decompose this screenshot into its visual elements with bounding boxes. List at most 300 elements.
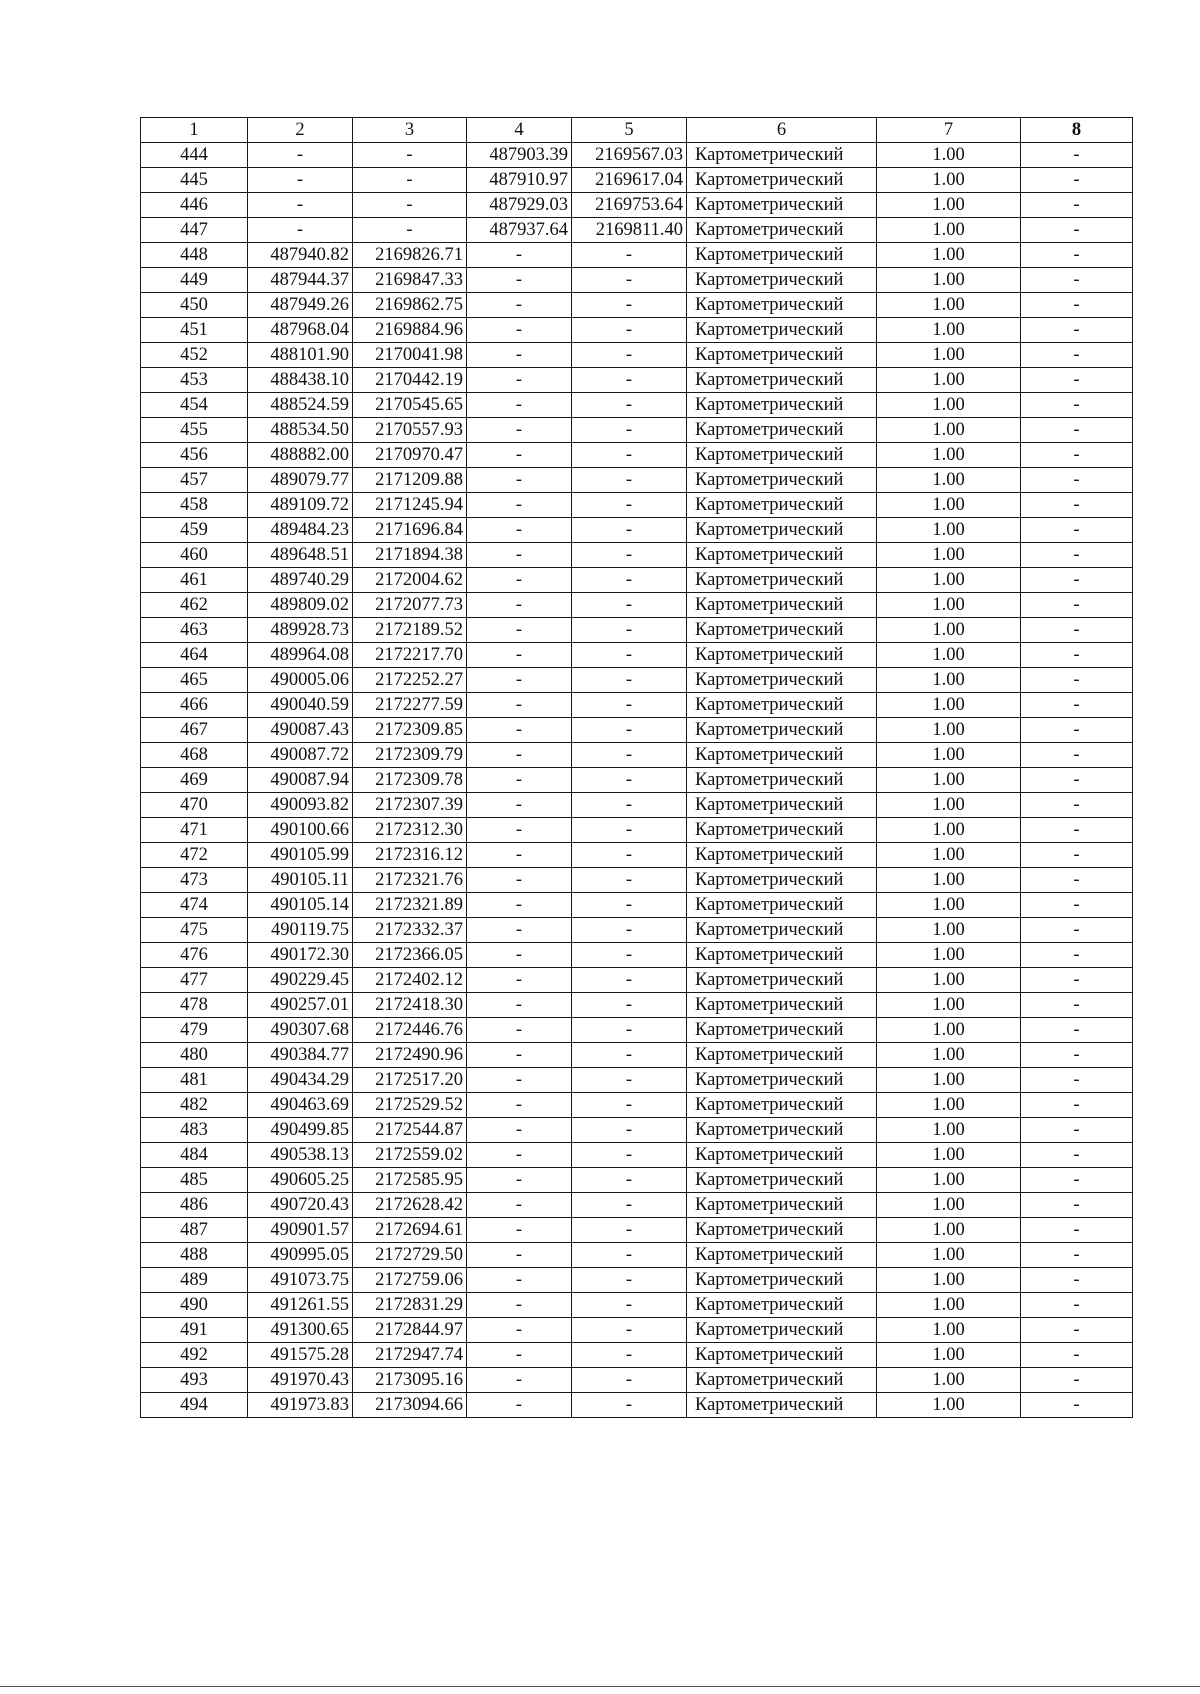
cell-x-coordinate-alt: - xyxy=(467,1393,572,1418)
cell-note: - xyxy=(1021,1393,1133,1418)
cell-note: - xyxy=(1021,268,1133,293)
cell-y-coordinate-alt: - xyxy=(572,293,687,318)
cell-x-coordinate: 491575.28 xyxy=(248,1343,353,1368)
cell-point-number: 484 xyxy=(141,1143,248,1168)
cell-y-coordinate: - xyxy=(353,193,467,218)
cell-point-number: 491 xyxy=(141,1318,248,1343)
cell-point-number: 449 xyxy=(141,268,248,293)
cell-y-coordinate: 2172307.39 xyxy=(353,793,467,818)
cell-method: Картометрический xyxy=(687,168,877,193)
cell-x-coordinate: 490172.30 xyxy=(248,943,353,968)
cell-y-coordinate-alt: - xyxy=(572,943,687,968)
cell-note: - xyxy=(1021,318,1133,343)
cell-method: Картометрический xyxy=(687,418,877,443)
cell-method: Картометрический xyxy=(687,718,877,743)
cell-accuracy: 1.00 xyxy=(877,643,1021,668)
cell-method: Картометрический xyxy=(687,268,877,293)
cell-y-coordinate: 2169847.33 xyxy=(353,268,467,293)
cell-y-coordinate: 2172321.89 xyxy=(353,893,467,918)
cell-x-coordinate: - xyxy=(248,218,353,243)
cell-point-number: 480 xyxy=(141,1043,248,1068)
cell-accuracy: 1.00 xyxy=(877,593,1021,618)
cell-point-number: 454 xyxy=(141,393,248,418)
cell-y-coordinate-alt: 2169811.40 xyxy=(572,218,687,243)
cell-y-coordinate: 2172729.50 xyxy=(353,1243,467,1268)
cell-y-coordinate: 2169862.75 xyxy=(353,293,467,318)
table-row xyxy=(141,293,1133,318)
cell-x-coordinate-alt: - xyxy=(467,718,572,743)
cell-note: - xyxy=(1021,743,1133,768)
cell-accuracy: 1.00 xyxy=(877,1018,1021,1043)
cell-note: - xyxy=(1021,593,1133,618)
cell-x-coordinate: 490384.77 xyxy=(248,1043,353,1068)
cell-method: Картометрический xyxy=(687,793,877,818)
table-row xyxy=(141,1218,1133,1243)
cell-x-coordinate-alt: - xyxy=(467,1193,572,1218)
table-row xyxy=(141,843,1133,868)
cell-note: - xyxy=(1021,393,1133,418)
cell-note: - xyxy=(1021,993,1133,1018)
cell-x-coordinate: 490087.72 xyxy=(248,743,353,768)
cell-accuracy: 1.00 xyxy=(877,393,1021,418)
cell-y-coordinate: 2172316.12 xyxy=(353,843,467,868)
cell-y-coordinate: 2171894.38 xyxy=(353,543,467,568)
cell-y-coordinate-alt: - xyxy=(572,668,687,693)
cell-x-coordinate-alt: 487929.03 xyxy=(467,193,572,218)
cell-note: - xyxy=(1021,1093,1133,1118)
cell-note: - xyxy=(1021,293,1133,318)
cell-method: Картометрический xyxy=(687,1293,877,1318)
cell-point-number: 456 xyxy=(141,443,248,468)
col-header-1: 1 xyxy=(141,118,248,143)
cell-y-coordinate: 2169884.96 xyxy=(353,318,467,343)
cell-x-coordinate-alt: - xyxy=(467,468,572,493)
cell-x-coordinate: 491300.65 xyxy=(248,1318,353,1343)
cell-x-coordinate: 488438.10 xyxy=(248,368,353,393)
table-row xyxy=(141,743,1133,768)
cell-y-coordinate-alt: - xyxy=(572,793,687,818)
cell-accuracy: 1.00 xyxy=(877,843,1021,868)
cell-accuracy: 1.00 xyxy=(877,418,1021,443)
cell-y-coordinate: 2172559.02 xyxy=(353,1143,467,1168)
cell-note: - xyxy=(1021,468,1133,493)
table-row xyxy=(141,518,1133,543)
cell-method: Картометрический xyxy=(687,443,877,468)
table-row xyxy=(141,718,1133,743)
cell-y-coordinate-alt: - xyxy=(572,993,687,1018)
cell-y-coordinate: 2172402.12 xyxy=(353,968,467,993)
cell-x-coordinate-alt: - xyxy=(467,1243,572,1268)
cell-x-coordinate: 490093.82 xyxy=(248,793,353,818)
table-row xyxy=(141,943,1133,968)
cell-point-number: 493 xyxy=(141,1368,248,1393)
cell-point-number: 475 xyxy=(141,918,248,943)
cell-x-coordinate: 490257.01 xyxy=(248,993,353,1018)
cell-y-coordinate: 2172189.52 xyxy=(353,618,467,643)
cell-y-coordinate-alt: - xyxy=(572,393,687,418)
cell-method: Картометрический xyxy=(687,1068,877,1093)
cell-x-coordinate-alt: - xyxy=(467,893,572,918)
cell-x-coordinate-alt: - xyxy=(467,1068,572,1093)
table-row xyxy=(141,1293,1133,1318)
cell-point-number: 488 xyxy=(141,1243,248,1268)
cell-x-coordinate: 489109.72 xyxy=(248,493,353,518)
cell-y-coordinate: 2172077.73 xyxy=(353,593,467,618)
cell-y-coordinate-alt: - xyxy=(572,893,687,918)
cell-note: - xyxy=(1021,168,1133,193)
cell-y-coordinate-alt: - xyxy=(572,718,687,743)
cell-method: Картометрический xyxy=(687,818,877,843)
cell-accuracy: 1.00 xyxy=(877,918,1021,943)
cell-note: - xyxy=(1021,568,1133,593)
cell-y-coordinate-alt: - xyxy=(572,1343,687,1368)
cell-x-coordinate: 490100.66 xyxy=(248,818,353,843)
table-row xyxy=(141,1343,1133,1368)
cell-method: Картометрический xyxy=(687,143,877,168)
table-row xyxy=(141,1018,1133,1043)
cell-method: Картометрический xyxy=(687,968,877,993)
cell-x-coordinate: 488524.59 xyxy=(248,393,353,418)
table-row xyxy=(141,618,1133,643)
cell-x-coordinate-alt: - xyxy=(467,268,572,293)
cell-y-coordinate: 2172418.30 xyxy=(353,993,467,1018)
cell-y-coordinate: 2172277.59 xyxy=(353,693,467,718)
table-row xyxy=(141,768,1133,793)
cell-x-coordinate: 490229.45 xyxy=(248,968,353,993)
cell-point-number: 450 xyxy=(141,293,248,318)
cell-x-coordinate-alt: - xyxy=(467,943,572,968)
cell-x-coordinate-alt: 487937.64 xyxy=(467,218,572,243)
table-row xyxy=(141,968,1133,993)
cell-point-number: 494 xyxy=(141,1393,248,1418)
cell-x-coordinate-alt: 487903.39 xyxy=(467,143,572,168)
cell-x-coordinate-alt: - xyxy=(467,368,572,393)
cell-x-coordinate: - xyxy=(248,168,353,193)
cell-accuracy: 1.00 xyxy=(877,143,1021,168)
cell-y-coordinate-alt: - xyxy=(572,443,687,468)
cell-y-coordinate-alt: - xyxy=(572,1093,687,1118)
cell-y-coordinate-alt: - xyxy=(572,493,687,518)
cell-point-number: 461 xyxy=(141,568,248,593)
cell-x-coordinate-alt: - xyxy=(467,618,572,643)
cell-point-number: 485 xyxy=(141,1168,248,1193)
cell-accuracy: 1.00 xyxy=(877,368,1021,393)
cell-x-coordinate: 487968.04 xyxy=(248,318,353,343)
cell-note: - xyxy=(1021,1143,1133,1168)
table-row xyxy=(141,693,1133,718)
cell-x-coordinate: 490040.59 xyxy=(248,693,353,718)
cell-point-number: 470 xyxy=(141,793,248,818)
cell-method: Картометрический xyxy=(687,918,877,943)
cell-x-coordinate-alt: - xyxy=(467,543,572,568)
cell-note: - xyxy=(1021,218,1133,243)
cell-x-coordinate-alt: - xyxy=(467,243,572,268)
cell-y-coordinate: 2170557.93 xyxy=(353,418,467,443)
cell-y-coordinate-alt: - xyxy=(572,1318,687,1343)
cell-point-number: 460 xyxy=(141,543,248,568)
cell-accuracy: 1.00 xyxy=(877,568,1021,593)
cell-y-coordinate: 2171696.84 xyxy=(353,518,467,543)
cell-method: Картометрический xyxy=(687,243,877,268)
cell-point-number: 487 xyxy=(141,1218,248,1243)
col-header-7: 7 xyxy=(877,118,1021,143)
cell-point-number: 466 xyxy=(141,693,248,718)
cell-y-coordinate: 2172947.74 xyxy=(353,1343,467,1368)
cell-y-coordinate: 2171245.94 xyxy=(353,493,467,518)
cell-note: - xyxy=(1021,768,1133,793)
cell-y-coordinate: 2172529.52 xyxy=(353,1093,467,1118)
cell-x-coordinate: 490119.75 xyxy=(248,918,353,943)
cell-x-coordinate-alt: - xyxy=(467,918,572,943)
table-row xyxy=(141,643,1133,668)
cell-x-coordinate: 490105.99 xyxy=(248,843,353,868)
cell-y-coordinate-alt: - xyxy=(572,1293,687,1318)
cell-accuracy: 1.00 xyxy=(877,293,1021,318)
table-row xyxy=(141,543,1133,568)
cell-y-coordinate-alt: - xyxy=(572,843,687,868)
cell-x-coordinate: 490087.94 xyxy=(248,768,353,793)
cell-point-number: 471 xyxy=(141,818,248,843)
cell-x-coordinate-alt: - xyxy=(467,668,572,693)
cell-point-number: 486 xyxy=(141,1193,248,1218)
cell-accuracy: 1.00 xyxy=(877,1118,1021,1143)
cell-x-coordinate-alt: - xyxy=(467,593,572,618)
cell-x-coordinate-alt: - xyxy=(467,1318,572,1343)
cell-accuracy: 1.00 xyxy=(877,618,1021,643)
cell-accuracy: 1.00 xyxy=(877,243,1021,268)
cell-method: Картометрический xyxy=(687,1218,877,1243)
cell-y-coordinate: 2172321.76 xyxy=(353,868,467,893)
cell-y-coordinate-alt: 2169617.04 xyxy=(572,168,687,193)
cell-point-number: 458 xyxy=(141,493,248,518)
cell-method: Картометрический xyxy=(687,1268,877,1293)
cell-accuracy: 1.00 xyxy=(877,1168,1021,1193)
cell-x-coordinate-alt: - xyxy=(467,568,572,593)
cell-point-number: 489 xyxy=(141,1268,248,1293)
cell-accuracy: 1.00 xyxy=(877,218,1021,243)
cell-method: Картометрический xyxy=(687,493,877,518)
cell-method: Картометрический xyxy=(687,518,877,543)
cell-note: - xyxy=(1021,793,1133,818)
cell-y-coordinate-alt: - xyxy=(572,968,687,993)
cell-y-coordinate-alt: - xyxy=(572,1393,687,1418)
cell-accuracy: 1.00 xyxy=(877,168,1021,193)
cell-y-coordinate: 2172366.05 xyxy=(353,943,467,968)
table-row xyxy=(141,443,1133,468)
cell-method: Картометрический xyxy=(687,643,877,668)
cell-point-number: 477 xyxy=(141,968,248,993)
table-row xyxy=(141,218,1133,243)
table-row xyxy=(141,343,1133,368)
cell-y-coordinate: 2172312.30 xyxy=(353,818,467,843)
cell-y-coordinate-alt: - xyxy=(572,568,687,593)
cell-y-coordinate: 2170041.98 xyxy=(353,343,467,368)
cell-accuracy: 1.00 xyxy=(877,943,1021,968)
table-row xyxy=(141,393,1133,418)
cell-x-coordinate: 489928.73 xyxy=(248,618,353,643)
cell-point-number: 463 xyxy=(141,618,248,643)
cell-x-coordinate: 490434.29 xyxy=(248,1068,353,1093)
cell-point-number: 465 xyxy=(141,668,248,693)
cell-x-coordinate-alt: - xyxy=(467,418,572,443)
cell-y-coordinate-alt: - xyxy=(572,618,687,643)
cell-y-coordinate-alt: - xyxy=(572,1043,687,1068)
cell-y-coordinate: 2172490.96 xyxy=(353,1043,467,1068)
cell-y-coordinate: 2170970.47 xyxy=(353,443,467,468)
cell-x-coordinate: 490105.14 xyxy=(248,893,353,918)
cell-accuracy: 1.00 xyxy=(877,443,1021,468)
cell-x-coordinate: 489484.23 xyxy=(248,518,353,543)
cell-accuracy: 1.00 xyxy=(877,268,1021,293)
cell-x-coordinate: 489648.51 xyxy=(248,543,353,568)
cell-y-coordinate: 2172309.79 xyxy=(353,743,467,768)
cell-accuracy: 1.00 xyxy=(877,468,1021,493)
table-row xyxy=(141,868,1133,893)
cell-y-coordinate-alt: - xyxy=(572,768,687,793)
cell-x-coordinate: 489740.29 xyxy=(248,568,353,593)
cell-method: Картометрический xyxy=(687,768,877,793)
cell-y-coordinate: 2172844.97 xyxy=(353,1318,467,1343)
cell-accuracy: 1.00 xyxy=(877,1393,1021,1418)
cell-x-coordinate-alt: - xyxy=(467,1043,572,1068)
cell-x-coordinate-alt: - xyxy=(467,643,572,668)
cell-y-coordinate: 2172759.06 xyxy=(353,1268,467,1293)
cell-point-number: 479 xyxy=(141,1018,248,1043)
cell-x-coordinate-alt: - xyxy=(467,1343,572,1368)
cell-note: - xyxy=(1021,618,1133,643)
cell-method: Картометрический xyxy=(687,1368,877,1393)
cell-accuracy: 1.00 xyxy=(877,543,1021,568)
cell-accuracy: 1.00 xyxy=(877,1093,1021,1118)
cell-accuracy: 1.00 xyxy=(877,718,1021,743)
col-header-8: 8 xyxy=(1021,118,1133,143)
cell-note: - xyxy=(1021,668,1133,693)
cell-note: - xyxy=(1021,1368,1133,1393)
cell-y-coordinate-alt: - xyxy=(572,1143,687,1168)
cell-accuracy: 1.00 xyxy=(877,493,1021,518)
cell-note: - xyxy=(1021,1043,1133,1068)
cell-x-coordinate: 487940.82 xyxy=(248,243,353,268)
cell-y-coordinate: 2170442.19 xyxy=(353,368,467,393)
cell-x-coordinate-alt: - xyxy=(467,993,572,1018)
cell-point-number: 445 xyxy=(141,168,248,193)
cell-note: - xyxy=(1021,443,1133,468)
cell-point-number: 457 xyxy=(141,468,248,493)
cell-method: Картометрический xyxy=(687,1043,877,1068)
cell-point-number: 492 xyxy=(141,1343,248,1368)
cell-x-coordinate: 490538.13 xyxy=(248,1143,353,1168)
cell-method: Картометрический xyxy=(687,393,877,418)
cell-method: Картометрический xyxy=(687,468,877,493)
table-row xyxy=(141,468,1133,493)
cell-x-coordinate-alt: - xyxy=(467,1118,572,1143)
table-row xyxy=(141,818,1133,843)
cell-x-coordinate-alt: - xyxy=(467,693,572,718)
cell-accuracy: 1.00 xyxy=(877,343,1021,368)
col-header-5: 5 xyxy=(572,118,687,143)
cell-accuracy: 1.00 xyxy=(877,743,1021,768)
cell-accuracy: 1.00 xyxy=(877,1368,1021,1393)
cell-x-coordinate: 489809.02 xyxy=(248,593,353,618)
cell-point-number: 453 xyxy=(141,368,248,393)
cell-method: Картометрический xyxy=(687,618,877,643)
cell-x-coordinate: 490087.43 xyxy=(248,718,353,743)
cell-y-coordinate: - xyxy=(353,143,467,168)
cell-x-coordinate-alt: - xyxy=(467,493,572,518)
cell-accuracy: 1.00 xyxy=(877,318,1021,343)
cell-accuracy: 1.00 xyxy=(877,668,1021,693)
table-row xyxy=(141,1393,1133,1418)
table-row xyxy=(141,1118,1133,1143)
cell-x-coordinate-alt: - xyxy=(467,968,572,993)
cell-accuracy: 1.00 xyxy=(877,1318,1021,1343)
table-row xyxy=(141,893,1133,918)
cell-method: Картометрический xyxy=(687,843,877,868)
cell-x-coordinate-alt: - xyxy=(467,1093,572,1118)
cell-method: Картометрический xyxy=(687,868,877,893)
cell-y-coordinate: 2170545.65 xyxy=(353,393,467,418)
cell-y-coordinate-alt: - xyxy=(572,1068,687,1093)
cell-note: - xyxy=(1021,1318,1133,1343)
cell-x-coordinate: - xyxy=(248,143,353,168)
cell-note: - xyxy=(1021,193,1133,218)
cell-point-number: 444 xyxy=(141,143,248,168)
cell-x-coordinate: 489079.77 xyxy=(248,468,353,493)
cell-point-number: 468 xyxy=(141,743,248,768)
table-row xyxy=(141,1318,1133,1343)
cell-point-number: 482 xyxy=(141,1093,248,1118)
cell-note: - xyxy=(1021,1168,1133,1193)
cell-method: Картометрический xyxy=(687,1318,877,1343)
cell-y-coordinate-alt: - xyxy=(572,1243,687,1268)
cell-method: Картометрический xyxy=(687,343,877,368)
cell-y-coordinate-alt: - xyxy=(572,693,687,718)
cell-accuracy: 1.00 xyxy=(877,693,1021,718)
table-row xyxy=(141,268,1133,293)
cell-method: Картометрический xyxy=(687,218,877,243)
cell-method: Картометрический xyxy=(687,318,877,343)
cell-y-coordinate-alt: - xyxy=(572,268,687,293)
cell-accuracy: 1.00 xyxy=(877,893,1021,918)
cell-accuracy: 1.00 xyxy=(877,518,1021,543)
cell-x-coordinate: 487944.37 xyxy=(248,268,353,293)
cell-x-coordinate: 490995.05 xyxy=(248,1243,353,1268)
cell-note: - xyxy=(1021,243,1133,268)
cell-y-coordinate: - xyxy=(353,218,467,243)
cell-note: - xyxy=(1021,143,1133,168)
cell-point-number: 448 xyxy=(141,243,248,268)
table-row xyxy=(141,168,1133,193)
cell-point-number: 490 xyxy=(141,1293,248,1318)
cell-note: - xyxy=(1021,693,1133,718)
cell-note: - xyxy=(1021,543,1133,568)
cell-x-coordinate: 490901.57 xyxy=(248,1218,353,1243)
cell-x-coordinate-alt: - xyxy=(467,1143,572,1168)
col-header-3: 3 xyxy=(353,118,467,143)
cell-y-coordinate-alt: - xyxy=(572,518,687,543)
header-row xyxy=(141,118,1133,143)
cell-y-coordinate-alt: - xyxy=(572,1218,687,1243)
cell-x-coordinate: 491261.55 xyxy=(248,1293,353,1318)
cell-accuracy: 1.00 xyxy=(877,1218,1021,1243)
cell-x-coordinate-alt: - xyxy=(467,1368,572,1393)
cell-method: Картометрический xyxy=(687,993,877,1018)
cell-y-coordinate-alt: - xyxy=(572,918,687,943)
cell-y-coordinate-alt: - xyxy=(572,1368,687,1393)
cell-method: Картометрический xyxy=(687,1018,877,1043)
cell-y-coordinate-alt: - xyxy=(572,543,687,568)
cell-method: Картометрический xyxy=(687,668,877,693)
